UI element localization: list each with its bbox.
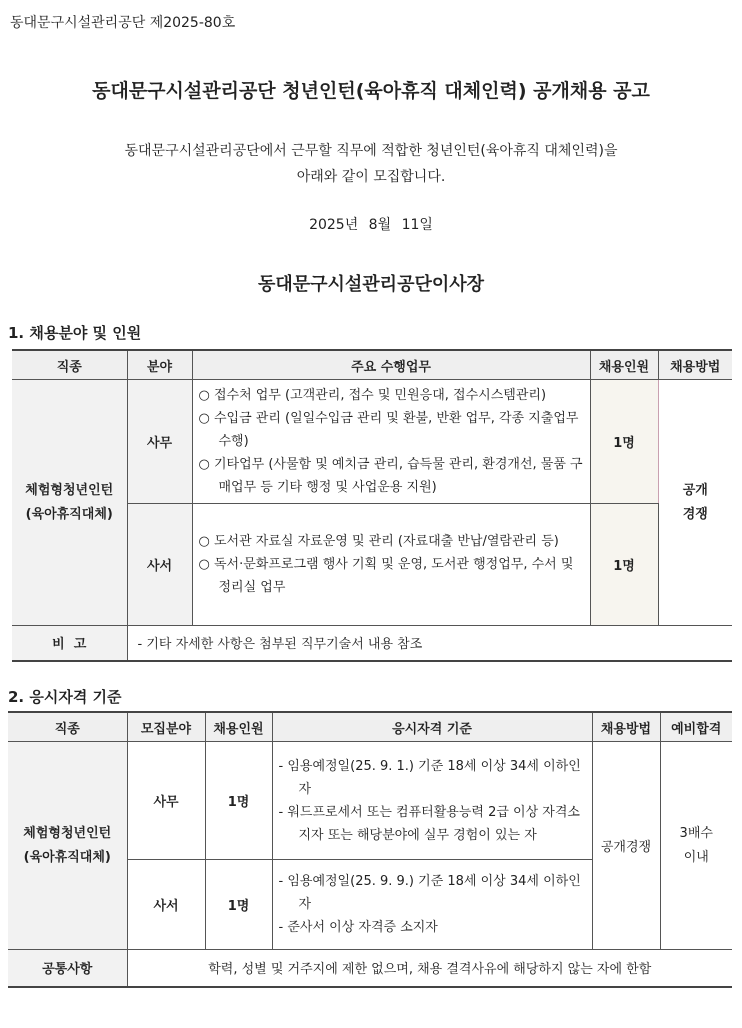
job-type-cell: 체험형청년인턴 (육아휴직대체) bbox=[12, 380, 127, 626]
count-cell: 1명 bbox=[205, 860, 272, 950]
table-row bbox=[12, 380, 732, 504]
duty-item: ○ 도서관 자료실 자료운영 및 관리 (자료대출 반납/열람관리 등) bbox=[199, 530, 584, 553]
intro-text bbox=[0, 138, 742, 190]
table-row bbox=[8, 742, 732, 860]
section1-heading: 1. 채용분야 및 인원 bbox=[8, 324, 142, 342]
common-label: 공통사항 bbox=[8, 950, 127, 987]
header-cell: 모집분야 bbox=[127, 712, 205, 742]
header-cell: 직종 bbox=[12, 350, 127, 380]
duty-item: ○ 독서·문화프로그램 행사 기획 및 운영, 도서관 행정업무, 수서 및 정리실 업무 bbox=[199, 553, 584, 599]
criteria-item: - 임용예정일(25. 9. 1.) 기준 18세 이상 34세 이하인 자 bbox=[279, 755, 586, 801]
common-row bbox=[8, 950, 732, 987]
remark-text: - 기타 자세한 사항은 첨부된 직무기술서 내용 참조 bbox=[127, 626, 732, 661]
header-cell: 주요 수행업무 bbox=[192, 350, 590, 380]
table-header-row bbox=[12, 350, 732, 380]
header-cell: 채용인원 bbox=[205, 712, 272, 742]
header-cell: 채용방법 bbox=[592, 712, 660, 742]
criteria-cell bbox=[272, 742, 592, 860]
criteria-item: - 준사서 이상 자격증 소지자 bbox=[279, 916, 586, 939]
criteria-cell bbox=[272, 860, 592, 950]
common-text: 학력, 성별 및 거주지에 제한 없으며, 채용 결격사유에 해당하지 않는 자에 한함 bbox=[127, 950, 732, 987]
intro-line: 동대문구시설관리공단에서 근무할 직무에 적합한 청년인턴(육아휴직 대체인력)을 bbox=[124, 143, 618, 159]
reserve-cell: 3배수 이내 bbox=[660, 742, 732, 950]
method-cell: 공개경쟁 bbox=[592, 742, 660, 950]
header-cell: 채용방법 bbox=[658, 350, 732, 380]
field-cell: 사무 bbox=[127, 380, 192, 504]
method-cell: 공개 경쟁 bbox=[658, 380, 732, 626]
count-cell: 1명 bbox=[590, 380, 658, 504]
duties-cell bbox=[192, 504, 590, 626]
announcement-date: 2025년 8월 11일 bbox=[309, 217, 433, 233]
table-header-row bbox=[8, 712, 732, 742]
intro-line: 아래와 같이 모집합니다. bbox=[296, 169, 446, 185]
duty-item: ○ 기타업무 (사물함 및 예치금 관리, 습득물 관리, 환경개선, 물품 구매업무 등 기타 행정 및 사업운용 지원) bbox=[199, 453, 584, 499]
signer: 동대문구시설관리공단이사장 bbox=[257, 274, 485, 295]
duty-item: ○ 접수처 업무 (고객관리, 접수 및 민원응대, 접수시스템관리) bbox=[199, 384, 584, 407]
remark-label: 비 고 bbox=[12, 626, 127, 661]
duties-cell bbox=[192, 380, 590, 504]
section2-heading: 2. 응시자격 기준 bbox=[8, 688, 122, 706]
count-cell: 1명 bbox=[205, 742, 272, 860]
field-cell: 사서 bbox=[127, 504, 192, 626]
qualification-table bbox=[8, 711, 732, 988]
header-cell: 응시자격 기준 bbox=[272, 712, 592, 742]
field-cell: 사서 bbox=[127, 860, 205, 950]
header-cell: 예비합격 bbox=[660, 712, 732, 742]
header-cell: 직종 bbox=[8, 712, 127, 742]
positions-table bbox=[12, 349, 732, 662]
remark-row bbox=[12, 626, 732, 661]
criteria-item: - 임용예정일(25. 9. 9.) 기준 18세 이상 34세 이하인 자 bbox=[279, 870, 586, 916]
field-cell: 사무 bbox=[127, 742, 205, 860]
header-cell: 분야 bbox=[127, 350, 192, 380]
page-title: 동대문구시설관리공단 청년인턴(육아휴직 대체인력) 공개채용 공고 bbox=[92, 80, 650, 102]
count-cell: 1명 bbox=[590, 504, 658, 626]
header-cell: 채용인원 bbox=[590, 350, 658, 380]
job-type-cell: 체험형청년인턴 (육아휴직대체) bbox=[8, 742, 127, 950]
criteria-item: - 워드프로세서 또는 컴퓨터활용능력 2급 이상 자격소지자 또는 해당분야에 실무 경험이 있는 자 bbox=[279, 801, 586, 847]
document-number: 동대문구시설관리공단 제2025-80호 bbox=[10, 15, 236, 31]
duty-item: ○ 수입금 관리 (일일수입금 관리 및 환불, 반환 업무, 각종 지출업무 수행) bbox=[199, 407, 584, 453]
